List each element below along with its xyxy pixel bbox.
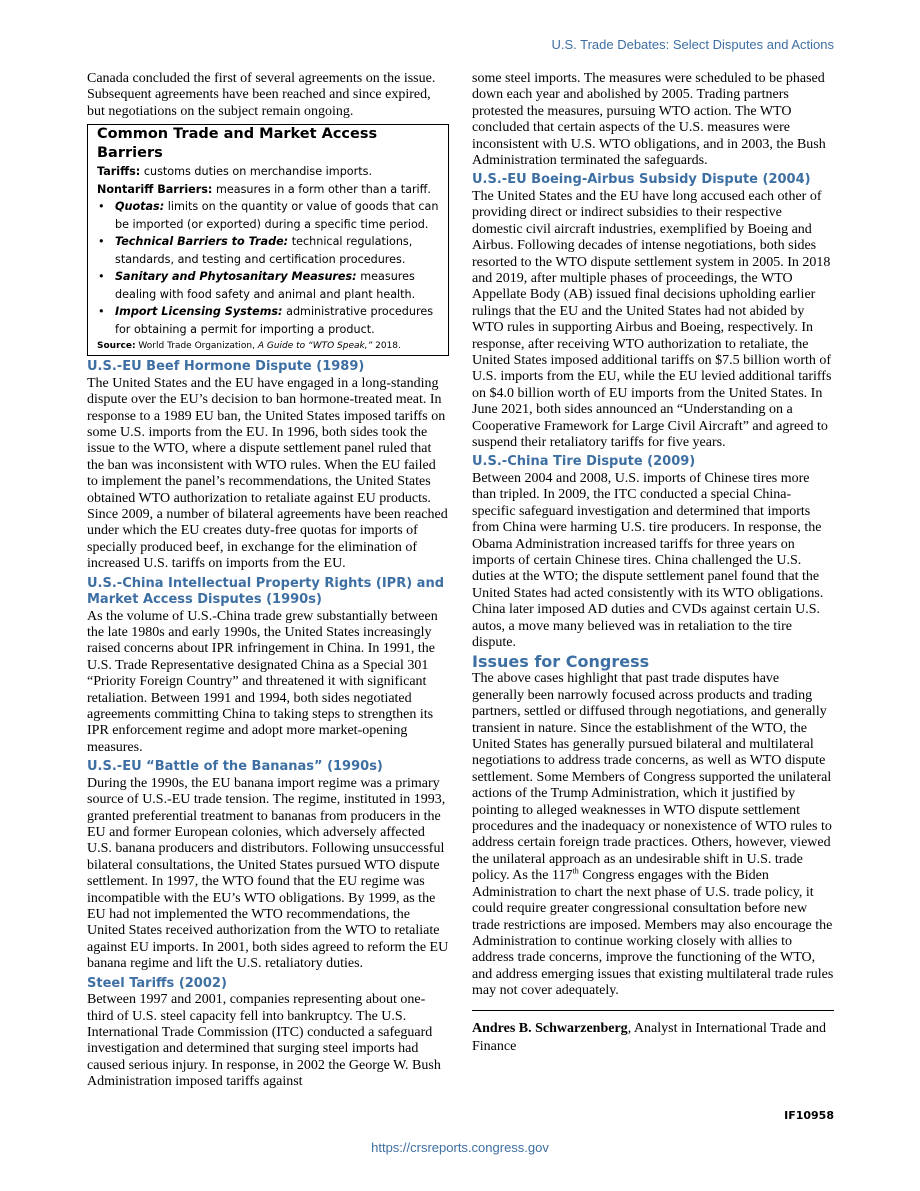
boeing-airbus-paragraph: The United States and the EU have long accused each other of providing direct or indirect subsidies to their respective domestic civil aircraft industries, exemplified by Boeing and Airbus. Following decades of intense negotiations, both sides resorted to the WTO dispute settlement system in 2005. In 2018 and 2019, after multiple phases of proceedings, the WTO Appellate Body (AB) issued final decisions upholding earlier rulings that the EU and the United States had not abided by WTO rules in supporting Airbus and Boeing, respectively. In response, after receiving WTO authorization to retaliate, the United States imposed additional tariffs on $7.5 billion worth of U.S. imports from the EU, while the EU levied additional tariffs on $4.0 billion worth of EU imports from the United States. In June 2021, both sides announced an “Understanding on a Cooperative Framework for Large Civil Aircraft” and agreed to suspend their retaliatory tariffs for five years. xyxy=(472,188,832,451)
ipr-heading: U.S.-China Intellectual Property Rights (IPR) and Market Access Disputes (1990s) xyxy=(87,575,445,608)
source-year: 2018. xyxy=(372,341,401,352)
tariffs-definition xyxy=(97,163,440,181)
running-header-title: U.S. Trade Debates: Select Disputes and Actions xyxy=(551,37,834,52)
bananas-heading: U.S.-EU “Battle of the Bananas” (1990s) xyxy=(87,759,383,775)
source-label: Source: xyxy=(97,341,136,352)
box-title: Common Trade and Market Access Barriers xyxy=(97,126,378,162)
list-item xyxy=(97,303,440,338)
list-item xyxy=(97,233,440,268)
author-signature xyxy=(472,1010,834,1056)
bullet-icon: • xyxy=(98,235,105,249)
item-term: Import Licensing Systems: xyxy=(115,305,283,319)
source-text: World Trade Organization, xyxy=(135,341,258,352)
nontariff-term: Nontariff Barriers: xyxy=(97,182,213,196)
ordinal-suffix: th xyxy=(572,866,579,876)
item-term: Sanitary and Phytosanitary Measures: xyxy=(115,270,357,284)
list-item xyxy=(97,198,440,233)
steel-continuation-paragraph: some steel imports. The measures were scheduled to be phased down each year and abolished by 2005. Trading partners protested the measures, pursuing WTO action. The WTO concluded that certain aspects of the U.S. measures were inconsistent with U.S. WTO obligations, and in 2003, the Bush Administration terminated the safeguards. xyxy=(472,71,826,169)
box-source xyxy=(97,339,440,353)
item-def: administrative procedures for obtaining a permit for importing a product. xyxy=(115,305,434,336)
item-term: Quotas: xyxy=(115,200,165,214)
boeing-airbus-heading: U.S.-EU Boeing-Airbus Subsidy Dispute (2004) xyxy=(472,172,811,188)
beef-hormone-paragraph: The United States and the EU have engaged in a long-standing dispute over the EU’s decision to ban hormone-treated meat. In response to a 1989 EU ban, the United States imposed tariffs on some U.S. imports from the EU. In 1996, both sides took the issue to the WTO, where a dispute settlement panel ruled that the ban was inconsistent with WTO rules. When the EU failed to implement the panel’s recommendations, the United States obtained WTO authorization to retaliate against EU products. Since 2009, a number of bilateral agreements have been reached under which the EU creates duty-free quotas for imports of specially produced beef, in exchange for the elimination of increased U.S. tariffs on imports from the EU. xyxy=(87,375,448,572)
intro-paragraph: Canada concluded the first of several agreements on the issue. Subsequent agreements have been reached and since expired, but negotiations on the subject remain ongoing. xyxy=(87,71,436,119)
bullet-icon: • xyxy=(98,270,105,284)
barrier-list xyxy=(97,198,440,338)
right-column xyxy=(472,71,834,1056)
trade-barriers-box xyxy=(87,124,449,356)
item-term: Technical Barriers to Trade: xyxy=(115,235,289,249)
steel-heading: Steel Tariffs (2002) xyxy=(87,975,227,991)
bullet-icon: • xyxy=(98,305,105,319)
ipr-paragraph: As the volume of U.S.-China trade grew substantially between the late 1980s and early 1990s, the United States increasingly raised concerns about IPR infringement in China. In 1991, the U.S. Trade Representative designated China as a Special 301 “Priority Foreign Country” and threatened it with significant retaliation. Between 1991 and 1994, both sides negotiated agreements committing China to taking steps to strengthen its IPR enforcement regime and adopt more market-opening measures. xyxy=(87,608,438,755)
issues-paragraph xyxy=(472,671,834,999)
author-name: Andres B. Schwarzenberg xyxy=(472,1020,628,1036)
tire-dispute-paragraph: Between 2004 and 2008, U.S. imports of Chinese tires more than tripled. In 2009, the ITC conducted a special China-specific safeguard investigation and determined that imports from China were harming U.S. tire producers. In response, the Obama Administration increased tariffs for three years on imports of certain Chinese tires. China challenged the U.S. duties at the WTO; the dispute settlement panel found that the United States had acted consistently with its WTO obligations. China later imposed AD duties and CVDs against certain U.S. autos, a move many believed was in retaliation to the tire dispute. xyxy=(472,470,824,650)
issues-text-before: The above cases highlight that past trade disputes have generally been narrowly focused across products and trading partners, settled or diffused through negotiations, and generally transient in nature. Since the establishment of the WTO, the United States has generally pursued bilateral and multilateral negotiations to address trade concerns, as well as WTO dispute settlement. Some Members of Congress supported the unilateral actions of the Trump Administration, which it justified by pointing to alleged weaknesses in WTO dispute settlement procedures and the inadequacy or nonexistence of WTO rules to address certain foreign trade practices. Others, however, viewed the unilateral approach as an undesirable shift in U.S. trade policy. As the 117 xyxy=(472,671,832,884)
nontariff-def: measures in a form other than a tariff. xyxy=(212,182,431,196)
item-def: limits on the quantity or value of goods that can be imported (or exported) during a specific time period. xyxy=(115,200,439,231)
item-def: measures dealing with food safety and animal and plant health. xyxy=(115,270,416,301)
issues-heading: Issues for Congress xyxy=(472,652,650,672)
issues-text-after: Congress engages with the Biden Administration to chart the next phase of U.S. trade policy, it could require greater congressional consultation before new trade restrictions are imposed. Members may also encourage the Administration to continue working closely with allies to address trade concerns, improve the functioning of the WTO, and address emerging issues that existing multilateral trade rules may not cover adequately. xyxy=(472,868,834,999)
tire-dispute-heading: U.S.-China Tire Dispute (2009) xyxy=(472,454,696,470)
footer-url-link[interactable]: https://crsreports.congress.gov xyxy=(371,1140,549,1155)
author-title: , Analyst in International Trade and Finance xyxy=(472,1020,826,1054)
list-item xyxy=(97,268,440,303)
left-column xyxy=(87,71,449,1091)
bullet-icon: • xyxy=(98,200,105,214)
tariffs-def: customs duties on merchandise imports. xyxy=(140,165,373,179)
source-title: A Guide to “WTO Speak,” xyxy=(257,341,373,352)
tariffs-term: Tariffs: xyxy=(97,165,141,179)
beef-hormone-heading: U.S.-EU Beef Hormone Dispute (1989) xyxy=(87,359,365,375)
report-number: IF10958 xyxy=(784,1109,834,1122)
nontariff-definition xyxy=(97,181,440,199)
bananas-paragraph: During the 1990s, the EU banana import regime was a primary source of U.S.-EU trade tension. The regime, instituted in 1993, granted preferential treatment to bananas from producers in the EU and former European colonies, which adversely affected U.S. banana producers and distributors. Following unsuccessful bilateral consultations, the United States pursued WTO dispute settlement. In 1997, the WTO found that the EU regime was incompatible with the EU’s WTO obligations. By 1999, as the EU had not implemented the WTO recommendations, the United States received authorization from the WTO to retaliate against EU imports. In 2001, both sides agreed to reform the EU banana regime and lift the U.S. retaliatory duties. xyxy=(87,775,449,972)
steel-paragraph: Between 1997 and 2001, companies representing about one-third of U.S. steel capacity fell into bankruptcy. The U.S. International Trade Commission (ITC) conducted a safeguard investigation and determined that surging steel imports had caused serious injury. In response, in 2002 the George W. Bush Administration imposed tariffs against xyxy=(87,992,441,1090)
item-def: technical regulations, standards, and testing and certification procedures. xyxy=(115,235,413,266)
